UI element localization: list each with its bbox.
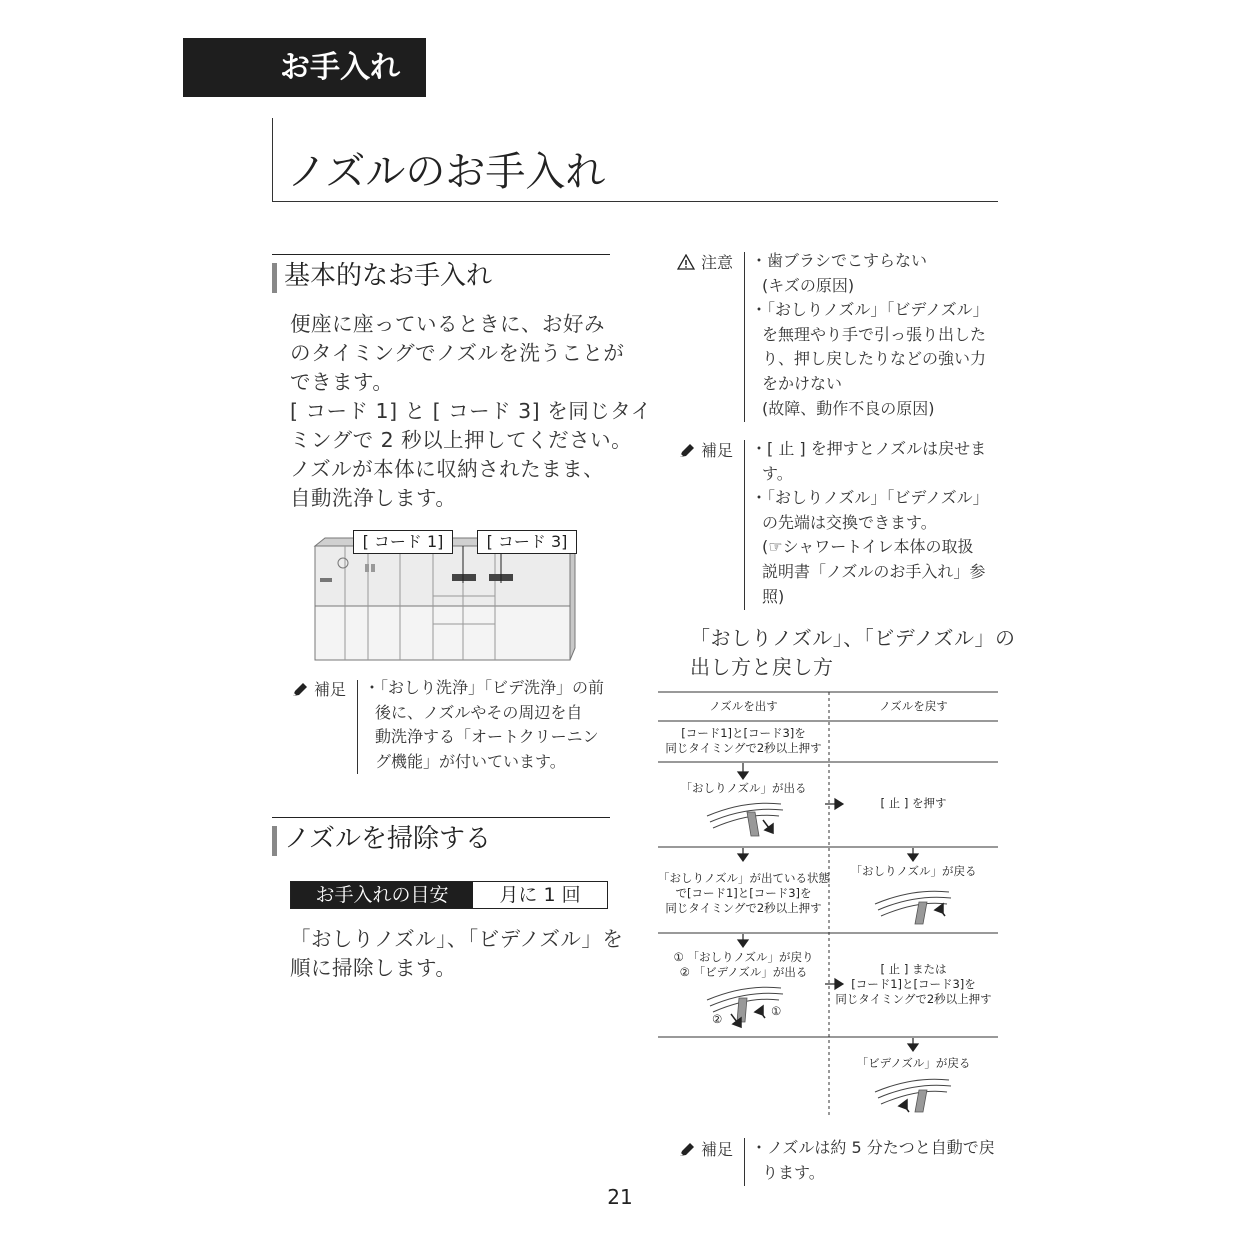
text-line: [ コード 1] と [ コード 3] を同じタイ <box>290 399 652 423</box>
heading-bar <box>272 826 277 856</box>
note-line: 動洗浄する「オートクリーニン <box>375 727 599 747</box>
caution-line: を無理やり手で引っ張り出した <box>762 324 987 344</box>
flow-mark-2: ② <box>712 1012 723 1026</box>
supplement-label: 補足 <box>701 441 734 460</box>
text-line: 「おしりノズル」、「ビデノズル」を <box>290 927 624 951</box>
flow-heading-line: 「おしりノズル」、「ビデノズル」の <box>690 626 1016 650</box>
flow-step-4 <box>658 950 829 980</box>
final-note-divider <box>744 1138 745 1186</box>
callout-code3: [ コード 3] <box>477 530 577 554</box>
text-line: ノズルが本体に収納されたまま、 <box>290 457 605 481</box>
final-note-label: 補足 <box>701 1140 734 1159</box>
basic-care-heading <box>272 254 610 294</box>
heading-bar <box>272 263 277 293</box>
flow-line: [ 止 ] または <box>880 962 947 976</box>
clean-nozzle-text <box>290 925 623 983</box>
supplement-line: ・「おしりノズル」「ビデノズル」 <box>751 488 989 508</box>
supplement-line: の先端は交換できます。 <box>762 512 937 532</box>
note-label: 補足 <box>314 680 347 699</box>
flow-col-out: ノズルを出す <box>709 699 778 713</box>
flow-step-3 <box>658 871 829 916</box>
section-tab: お手入れ <box>183 38 426 97</box>
text-line: 自動洗浄します。 <box>290 486 457 510</box>
flow-back-2 <box>829 962 998 1007</box>
note-line: ・「おしり洗浄」「ビデ洗浄」の前 <box>364 678 605 697</box>
flow-col-back: ノズルを戻す <box>879 699 948 713</box>
supplement-line: 照) <box>762 586 785 606</box>
caution-line: (故障、動作不良の原因) <box>762 398 935 418</box>
note-text <box>364 676 604 774</box>
heading-text: 基本的なお手入れ <box>284 261 493 291</box>
caution-line: り、押し戻したりなどの強い力 <box>762 349 987 369</box>
supplement-line: (☞シャワートイレ本体の取扱 <box>762 537 974 557</box>
pencil-icon <box>678 1142 696 1158</box>
callout-code1: [ コード 1] <box>353 530 453 554</box>
note-line: グ機能」が付いています。 <box>375 751 566 771</box>
flow-heading-line: 出し方と戻し方 <box>690 655 834 679</box>
pencil-icon <box>678 443 696 459</box>
note-divider <box>357 680 358 774</box>
warning-icon <box>677 254 695 270</box>
frequency-value: 月に 1 回 <box>499 884 581 906</box>
flow-line: 同じタイミングで2秒以上押す <box>665 741 822 755</box>
text-line: できます。 <box>290 370 394 394</box>
caution-line: ・歯ブラシでこすらない <box>751 251 928 270</box>
title-rule-vertical <box>272 118 273 202</box>
final-note-line: ・ノズルは約 5 分たつと自動で戻 <box>751 1138 995 1157</box>
flow-line: 同じタイミングで2秒以上押す <box>665 901 822 915</box>
flow-step-1 <box>658 726 829 756</box>
basic-care-text <box>290 310 652 513</box>
supplement-line: す。 <box>762 463 793 483</box>
flow-stop: [ 止 ] を押す <box>880 796 947 810</box>
supplement-text <box>751 437 989 609</box>
heading-text: ノズルを掃除する <box>284 824 491 854</box>
flow-line: ② 「ビデノズル」が出る <box>679 965 808 979</box>
flow-back-1: 「おしりノズル」が戻る <box>850 864 977 878</box>
caution-text <box>751 249 989 421</box>
flow-heading <box>690 624 1016 682</box>
caution-line: (キズの原因) <box>762 275 855 295</box>
clean-nozzle-heading <box>272 817 610 857</box>
text-line: 便座に座っているときに、お好み <box>290 312 605 336</box>
supplement-line: 説明書「ノズルのお手入れ」参 <box>762 561 986 581</box>
flow-line: 「おしりノズル」が出ている状態 <box>658 871 831 885</box>
frequency-label: お手入れの目安 <box>291 882 473 908</box>
text-line: 順に掃除します。 <box>290 956 457 980</box>
flow-line: で[コード1]と[コード3]を <box>675 886 812 900</box>
title-rule-horizontal <box>272 201 998 202</box>
flow-mark-1: ① <box>771 1004 782 1018</box>
caution-line: ・「おしりノズル」「ビデノズル」 <box>751 300 989 320</box>
caution-divider <box>744 252 745 422</box>
text-line: ミングで 2 秒以上押してください。 <box>290 428 633 452</box>
flow-line: [コード1]と[コード3]を <box>851 977 976 991</box>
page-title: ノズルのお手入れ <box>287 149 606 195</box>
flow-line: 同じタイミングで2秒以上押す <box>835 992 992 1006</box>
pencil-icon <box>291 682 309 698</box>
text-line: のタイミングでノズルを洗うことが <box>290 341 625 365</box>
caution-label: 注意 <box>701 253 734 272</box>
flow-line: [コード1]と[コード3]を <box>681 726 806 740</box>
page-number: 21 <box>607 1185 633 1209</box>
note-line: 後に、ノズルやその周辺を自 <box>375 702 583 722</box>
final-note-line: ります。 <box>762 1162 825 1182</box>
caution-line: をかけない <box>762 373 843 393</box>
care-frequency-box <box>290 881 608 909</box>
supplement-divider <box>744 440 745 610</box>
flow-line: ① 「おしりノズル」が戻り <box>673 950 814 964</box>
flow-back-3: 「ビデノズル」が戻る <box>856 1056 971 1070</box>
final-note-text <box>751 1136 995 1185</box>
flow-step-2: 「おしりノズル」が出る <box>680 781 807 795</box>
supplement-line: ・[ 止 ] を押すとノズルは戻せま <box>751 439 987 458</box>
